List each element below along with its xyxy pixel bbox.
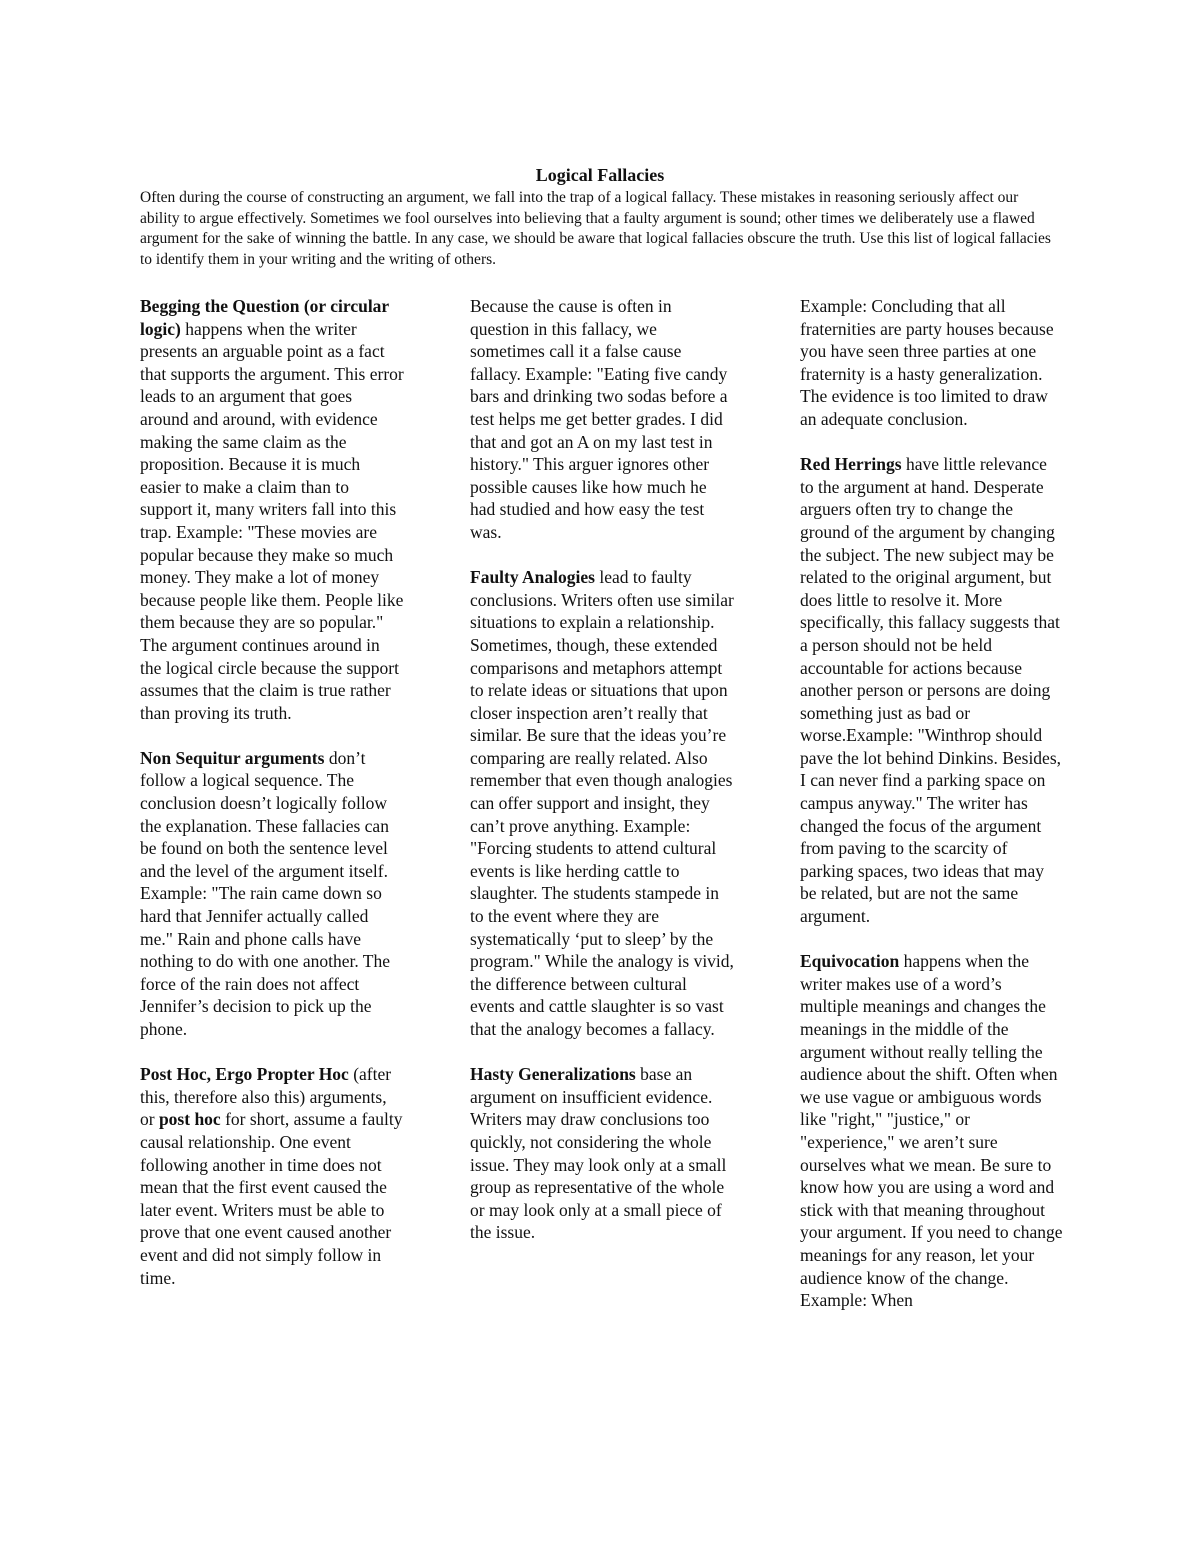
begging-question-paragraph bbox=[140, 295, 404, 724]
post-hoc-paragraph bbox=[140, 1063, 404, 1289]
column-1 bbox=[140, 295, 404, 1312]
non-sequitur-paragraph bbox=[140, 747, 404, 1041]
non-sequitur-text: don’t follow a logical sequence. The conclusion doesn’t logically follow the explanation. These fallacies can be found on both the sentence level and the level of the argument itself. Example: "The rain came down so hard that Jennifer actually called me." Rain and phone calls have nothing to do with one another. The force of the rain does not affect Jennifer’s decision to pick up the phone. bbox=[140, 747, 390, 1039]
non-sequitur-term: Non Sequitur arguments bbox=[140, 747, 325, 768]
equivocation-term: Equivocation bbox=[800, 951, 900, 972]
page-title: Logical Fallacies bbox=[535, 165, 665, 185]
faulty-analogies-paragraph bbox=[470, 566, 734, 1040]
red-herrings-paragraph bbox=[800, 453, 1064, 927]
hasty-generalizations-paragraph bbox=[470, 1063, 734, 1244]
red-herrings-term: Red Herrings bbox=[800, 454, 902, 475]
red-herrings-text: have little relevance to the argument at hand. Desperate arguers often try to change the ground of the argument by changing the subject. The new subject may be related to the original argument, but does little to resolve it. More specifically, this fallacy suggests that a person should not be held accountable for actions because another person or persons are doing something just as bad or worse.Example: "Winthrop should pave the lot behind Dinkins. Besides, I can never find a parking space on campus anyway." The writer has changed the focus of the argument from paving to the scarcity of parking spaces, two ideas that may be related, but are not the same argument. bbox=[800, 454, 1062, 927]
faulty-analogies-text: lead to faulty conclusions. Writers often use similar situations to explain a relationship. Sometimes, though, these extended comparisons and metaphors attempt to relate ideas or situations that upon closer inspection aren’t really that similar. Be sure that the ideas you’re comparing are really related. Also remember that even though analogies can offer support and insight, they can’t prove anything. Example: "Forcing students to attend cultural events is like herding cattle to slaughter. The students stampede in to the event where they are systematically ‘put to sleep’ by the program." While the analogy is vivid, the difference between cultural events and cattle slaughter is so vast that the analogy becomes a fallacy. bbox=[470, 567, 734, 1039]
hasty-continued-paragraph: Example: Concluding that all fraternities are party houses because you have seen three parties at one fraternity is a hasty generalization. The evidence is too limited to draw an adequate conclusion. bbox=[800, 296, 1054, 429]
post-hoc-short-term: post hoc bbox=[158, 1109, 221, 1130]
begging-question-text: happens when the writer presents an arguable point as a fact that supports the argument. This error leads to an argument that goes around and around, with evidence making the same claim as the proposition. Because it is much easier to make a claim than to support it, many writers fall into this trap. Example: "These movies are popular because they make so much money. They make a lot of money because people like them. People like them because they are so popular." The argument continues around in the logical circle because the support assumes that the claim is true rather than proving its truth. bbox=[140, 318, 404, 723]
equivocation-text: happens when the writer makes use of a word’s multiple meanings and changes the meanings in the middle of the argument without really telling the audience about the shift. Often when we use vague or ambiguous words like "right," "justice," or "experience," we aren’t sure ourselves what we mean. Be sure to know how you are using a word and stick with that meaning throughout your argument. If you need to change meanings for any reason, let your audience know of the change. Example: When bbox=[800, 951, 1063, 1311]
post-hoc-text-b: for short, assume a faulty causal relationship. One event following another in time does not mean that the first event caused the later event. Writers must be able to prove that one event caused another event and did not simply follow in time. bbox=[140, 1109, 403, 1288]
equivocation-paragraph bbox=[800, 950, 1064, 1312]
faulty-analogies-term: Faulty Analogies bbox=[470, 567, 595, 588]
column-2 bbox=[470, 295, 734, 1267]
hasty-generalizations-text: base an argument on insufficient evidence. Writers may draw conclusions too quickly, not considering the whole issue. They may look only at a small group as representative of the whole or may look only at a small piece of the issue. bbox=[470, 1064, 727, 1243]
post-hoc-term: Post Hoc, Ergo Propter Hoc bbox=[140, 1064, 349, 1085]
post-hoc-text-a: (after this, therefore also this) arguments, or bbox=[140, 1064, 392, 1130]
begging-question-term: Begging the Question (or circular logic) bbox=[140, 296, 389, 339]
column-3 bbox=[800, 295, 1064, 1334]
hasty-generalizations-term: Hasty Generalizations bbox=[470, 1064, 636, 1085]
intro-paragraph: Often during the course of constructing an argument, we fall into the trap of a logical fallacy. These mistakes in reasoning seriously affect our ability to argue effectively. Sometimes we fool ourselves into believing that a faulty argument is sound; other times we deliberately use a flawed argument for the sake of winning the battle. In any case, we should be aware that logical fallacies obscure the truth. Use this list of logical fallacies to identify them in your writing and the writing of others. bbox=[140, 189, 1051, 268]
post-hoc-continued-paragraph: Because the cause is often in question in this fallacy, we sometimes call it a false cause fallacy. Example: "Eating five candy bars and drinking two sodas before a test helps me get better grades. I did that and got an A on my last test in history." This arguer ignores other possible causes like how much he had studied and how easy the test was. bbox=[470, 296, 728, 542]
